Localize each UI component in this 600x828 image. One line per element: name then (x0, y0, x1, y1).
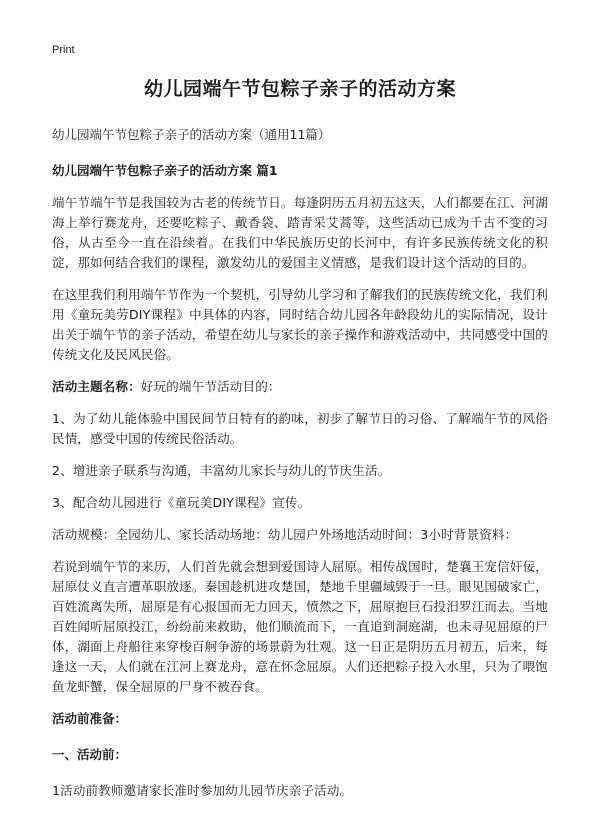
paragraph-purpose: 在这里我们利用端午节作为一个契机，引导幼儿学习和了解我们的民族传统文化，我们利用《童玩美劳DIY课程》中具体的内容，同时结合幼儿园各年龄段幼儿的实际情况，设计出关于端午节的亲子活动，希望在幼儿与家长的亲子操作和游戏活动中，共同感受中国的传统文化及民风民俗。 (52, 287, 548, 362)
page-title: 幼儿园端午节包粽子亲子的活动方案 (143, 78, 456, 100)
print-link[interactable]: Print (52, 44, 75, 56)
theme-line (52, 377, 548, 397)
theme-text: 好玩的端午节活动目的： (140, 379, 281, 394)
paragraph-background: 若说到端午节的来历，人们首先就会想到爱国诗人屈原。相传战国时，楚襄王宠信奸佞，屈原仗义直言遭革职放逐。秦国趁机进攻楚国，楚地千里疆域毁于一旦。眼见国破家亡，百姓流离失所，屈原是有心报国而无力回天，愤然之下，屈原抱巨石投汨罗江而去。当地百姓闻听屈原投江，纷纷前来救助，他们顺流而下，一直追到洞庭湖，也未寻见屈原的尸体，湖面上舟船往来穿梭百舸争游的场景蔚为壮观。这一日正是阴历五月初五，后来，每逢这一天，人们就在江河上赛龙舟，意在怀念屈原。人们还把粽子投入水里，只为了喂饱鱼龙虾蟹，保全屈原的尸身不被吞食。 (52, 559, 548, 694)
goal-item: 1、为了幼儿能体验中国民间节日特有的韵味，初步了解节日的习俗、了解端午节的风俗民情，感受中国的传统民俗活动。 (52, 411, 548, 446)
prep-heading: 活动前准备： (52, 711, 128, 726)
section-heading: 幼儿园端午节包粽子亲子的活动方案 篇1 (52, 163, 278, 178)
prep-item: 1活动前教师邀请家长准时参加幼儿园节庆亲子活动。 (52, 783, 353, 798)
goal-item: 3、配合幼儿园进行《童玩美DIY课程》宣传。 (52, 495, 311, 510)
paragraph-intro: 端午节端午节是我国较为古老的传统节日。每逢阴历五月初五这天，人们都要在江、河湖海上举行赛龙舟，还要吃粽子、戴香袋、踏青采艾蒿等，这些活动已成为千古不变的习俗，从古至今一直在沿续着。在我们中华民族历史的长河中，有许多民族传统文化的积淀，那如何结合我们的课程，激发幼儿的爱国主义情感，是我们设计这个活动的目的。 (52, 195, 548, 270)
goal-item: 2、增进亲子联系与沟通，丰富幼儿家长与幼儿的节庆生活。 (52, 463, 391, 478)
activity-scale: 活动规模：全园幼儿、家长活动场地：幼儿园户外场地活动时间：3小时背景资料： (52, 527, 518, 542)
prep-sub-heading: 一、活动前： (52, 747, 128, 762)
document-subtitle: 幼儿园端午节包粽子亲子的活动方案（通用11篇） (52, 127, 331, 142)
theme-label: 活动主题名称： (52, 379, 141, 394)
